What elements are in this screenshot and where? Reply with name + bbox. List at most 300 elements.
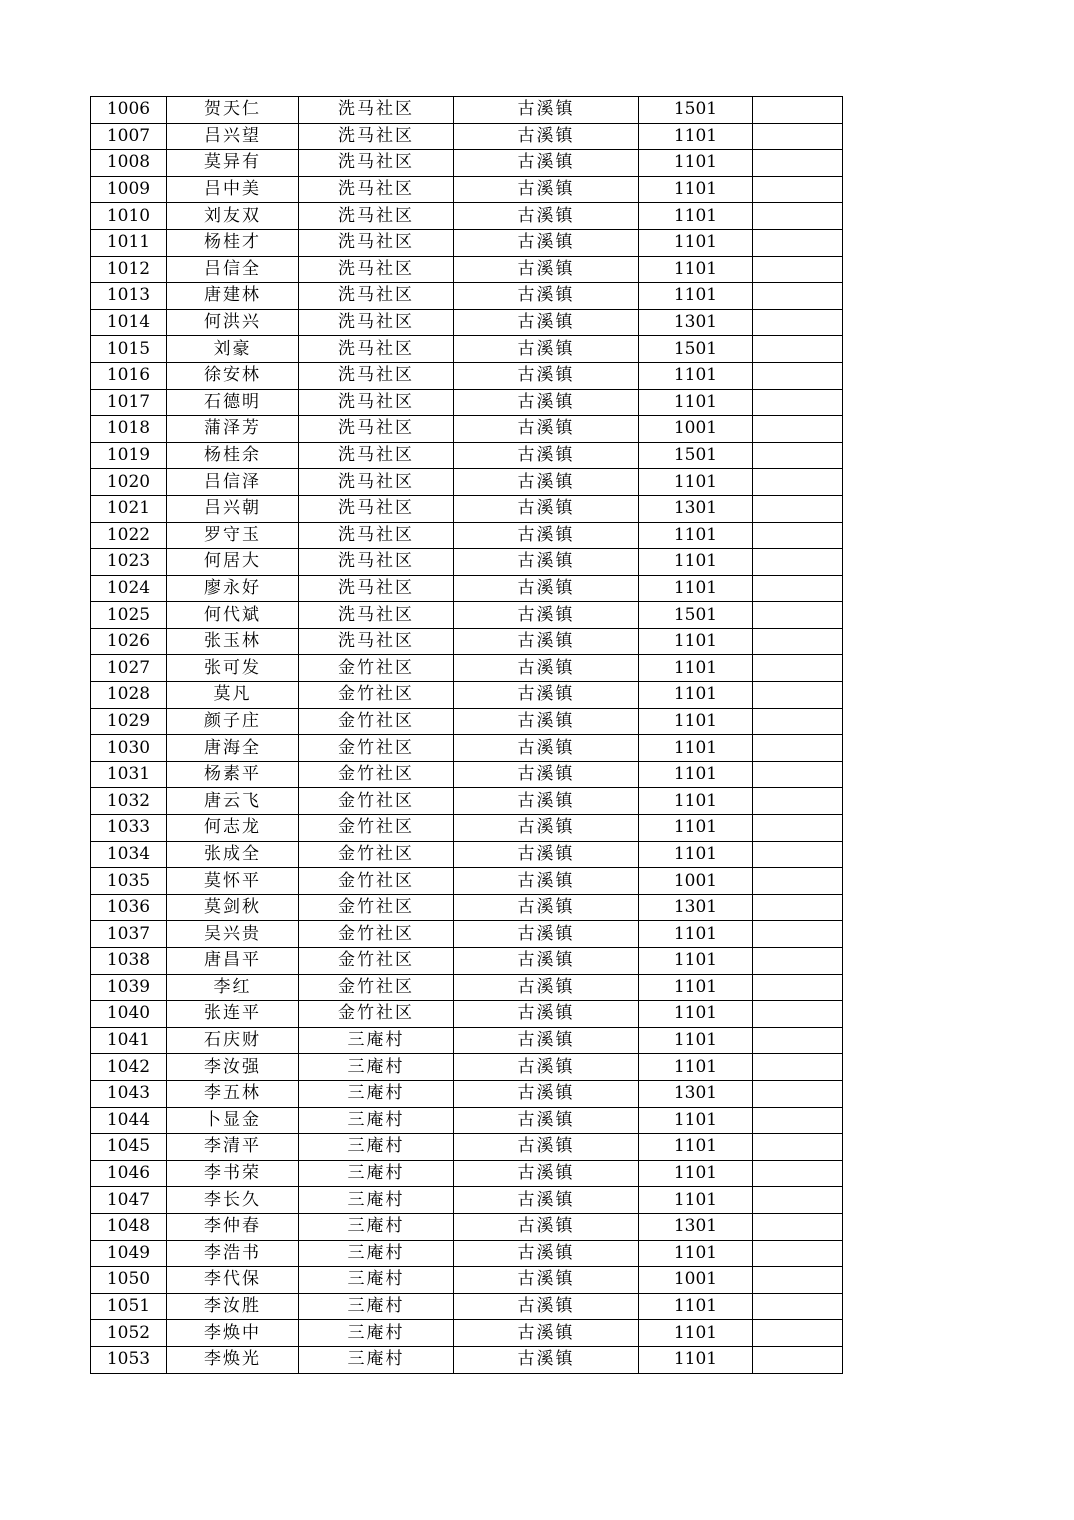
remark-cell: [753, 921, 843, 948]
code-cell: 1101: [639, 815, 753, 842]
name-cell: 李书荣: [167, 1160, 299, 1187]
table-row: [91, 948, 843, 975]
remark-cell: [753, 469, 843, 496]
table-row: [91, 1240, 843, 1267]
community-cell: 洗马社区: [299, 336, 454, 363]
row-number-cell: 1024: [91, 575, 167, 602]
remark-cell: [753, 575, 843, 602]
name-cell: 何居大: [167, 549, 299, 576]
town-cell: 古溪镇: [454, 628, 639, 655]
table-row: [91, 150, 843, 177]
name-cell: 何志龙: [167, 815, 299, 842]
table-row: [91, 894, 843, 921]
code-cell: 1101: [639, 1027, 753, 1054]
remark-cell: [753, 336, 843, 363]
table-row: [91, 549, 843, 576]
community-cell: 洗马社区: [299, 176, 454, 203]
community-cell: 洗马社区: [299, 256, 454, 283]
community-cell: 洗马社区: [299, 150, 454, 177]
community-cell: 金竹社区: [299, 682, 454, 709]
code-cell: 1101: [639, 682, 753, 709]
row-number-cell: 1017: [91, 389, 167, 416]
code-cell: 1101: [639, 549, 753, 576]
table-row: [91, 655, 843, 682]
town-cell: 古溪镇: [454, 735, 639, 762]
name-cell: 吴兴贵: [167, 921, 299, 948]
row-number-cell: 1023: [91, 549, 167, 576]
name-cell: 吕中美: [167, 176, 299, 203]
code-cell: 1101: [639, 655, 753, 682]
row-number-cell: 1046: [91, 1160, 167, 1187]
row-number-cell: 1008: [91, 150, 167, 177]
community-cell: 洗马社区: [299, 628, 454, 655]
name-cell: 吕信全: [167, 256, 299, 283]
remark-cell: [753, 735, 843, 762]
name-cell: 李长久: [167, 1187, 299, 1214]
row-number-cell: 1049: [91, 1240, 167, 1267]
name-cell: 李汝强: [167, 1054, 299, 1081]
table-row: [91, 602, 843, 629]
community-cell: 洗马社区: [299, 203, 454, 230]
code-cell: 1101: [639, 1160, 753, 1187]
name-cell: 罗守玉: [167, 522, 299, 549]
remark-cell: [753, 974, 843, 1001]
row-number-cell: 1016: [91, 362, 167, 389]
row-number-cell: 1026: [91, 628, 167, 655]
row-number-cell: 1052: [91, 1320, 167, 1347]
code-cell: 1101: [639, 628, 753, 655]
town-cell: 古溪镇: [454, 1080, 639, 1107]
row-number-cell: 1014: [91, 309, 167, 336]
community-cell: 金竹社区: [299, 655, 454, 682]
remark-cell: [753, 1027, 843, 1054]
community-cell: 洗马社区: [299, 389, 454, 416]
row-number-cell: 1028: [91, 682, 167, 709]
remark-cell: [753, 176, 843, 203]
code-cell: 1101: [639, 229, 753, 256]
town-cell: 古溪镇: [454, 602, 639, 629]
community-cell: 洗马社区: [299, 416, 454, 443]
town-cell: 古溪镇: [454, 203, 639, 230]
table-row: [91, 283, 843, 310]
row-number-cell: 1048: [91, 1213, 167, 1240]
table-row: [91, 229, 843, 256]
community-cell: 三庵村: [299, 1293, 454, 1320]
row-number-cell: 1019: [91, 442, 167, 469]
name-cell: 张玉林: [167, 628, 299, 655]
code-cell: 1501: [639, 336, 753, 363]
row-number-cell: 1041: [91, 1027, 167, 1054]
community-cell: 洗马社区: [299, 97, 454, 124]
town-cell: 古溪镇: [454, 1160, 639, 1187]
table-row: [91, 841, 843, 868]
name-cell: 吕兴望: [167, 123, 299, 150]
code-cell: 1501: [639, 97, 753, 124]
town-cell: 古溪镇: [454, 1001, 639, 1028]
row-number-cell: 1011: [91, 229, 167, 256]
name-cell: 颜子庄: [167, 708, 299, 735]
town-cell: 古溪镇: [454, 974, 639, 1001]
code-cell: 1301: [639, 1080, 753, 1107]
community-cell: 洗马社区: [299, 229, 454, 256]
town-cell: 古溪镇: [454, 1293, 639, 1320]
community-cell: 洗马社区: [299, 123, 454, 150]
code-cell: 1001: [639, 416, 753, 443]
remark-cell: [753, 815, 843, 842]
community-cell: 洗马社区: [299, 442, 454, 469]
code-cell: 1101: [639, 761, 753, 788]
code-cell: 1001: [639, 868, 753, 895]
community-cell: 洗马社区: [299, 575, 454, 602]
remark-cell: [753, 362, 843, 389]
name-cell: 杨桂余: [167, 442, 299, 469]
row-number-cell: 1021: [91, 495, 167, 522]
code-cell: 1301: [639, 309, 753, 336]
row-number-cell: 1012: [91, 256, 167, 283]
remark-cell: [753, 761, 843, 788]
remark-cell: [753, 628, 843, 655]
remark-cell: [753, 655, 843, 682]
community-cell: 洗马社区: [299, 469, 454, 496]
name-cell: 唐昌平: [167, 948, 299, 975]
roster-table: [90, 96, 843, 1374]
community-cell: 金竹社区: [299, 1001, 454, 1028]
town-cell: 古溪镇: [454, 841, 639, 868]
code-cell: 1101: [639, 1346, 753, 1373]
remark-cell: [753, 1134, 843, 1161]
name-cell: 李五林: [167, 1080, 299, 1107]
code-cell: 1301: [639, 1213, 753, 1240]
name-cell: 李仲春: [167, 1213, 299, 1240]
row-number-cell: 1040: [91, 1001, 167, 1028]
name-cell: 张成全: [167, 841, 299, 868]
row-number-cell: 1045: [91, 1134, 167, 1161]
remark-cell: [753, 123, 843, 150]
community-cell: 三庵村: [299, 1187, 454, 1214]
name-cell: 吕信泽: [167, 469, 299, 496]
row-number-cell: 1022: [91, 522, 167, 549]
table-row: [91, 389, 843, 416]
community-cell: 金竹社区: [299, 948, 454, 975]
remark-cell: [753, 283, 843, 310]
table-row: [91, 176, 843, 203]
name-cell: 张可发: [167, 655, 299, 682]
town-cell: 古溪镇: [454, 389, 639, 416]
code-cell: 1101: [639, 735, 753, 762]
name-cell: 杨素平: [167, 761, 299, 788]
community-cell: 三庵村: [299, 1346, 454, 1373]
remark-cell: [753, 1187, 843, 1214]
row-number-cell: 1032: [91, 788, 167, 815]
remark-cell: [753, 1160, 843, 1187]
community-cell: 金竹社区: [299, 974, 454, 1001]
table-row: [91, 735, 843, 762]
code-cell: 1101: [639, 1001, 753, 1028]
code-cell: 1101: [639, 256, 753, 283]
town-cell: 古溪镇: [454, 894, 639, 921]
town-cell: 古溪镇: [454, 1054, 639, 1081]
remark-cell: [753, 442, 843, 469]
remark-cell: [753, 1240, 843, 1267]
community-cell: 三庵村: [299, 1107, 454, 1134]
row-number-cell: 1015: [91, 336, 167, 363]
row-number-cell: 1009: [91, 176, 167, 203]
community-cell: 三庵村: [299, 1134, 454, 1161]
community-cell: 洗马社区: [299, 362, 454, 389]
name-cell: 蒲泽芳: [167, 416, 299, 443]
town-cell: 古溪镇: [454, 176, 639, 203]
town-cell: 古溪镇: [454, 1346, 639, 1373]
table-row: [91, 522, 843, 549]
code-cell: 1101: [639, 1320, 753, 1347]
community-cell: 金竹社区: [299, 788, 454, 815]
row-number-cell: 1025: [91, 602, 167, 629]
table-row: [91, 1293, 843, 1320]
community-cell: 金竹社区: [299, 815, 454, 842]
name-cell: 李焕光: [167, 1346, 299, 1373]
remark-cell: [753, 948, 843, 975]
name-cell: 莫异有: [167, 150, 299, 177]
code-cell: 1001: [639, 1267, 753, 1294]
row-number-cell: 1018: [91, 416, 167, 443]
code-cell: 1101: [639, 708, 753, 735]
community-cell: 洗马社区: [299, 602, 454, 629]
code-cell: 1101: [639, 1107, 753, 1134]
name-cell: 何洪兴: [167, 309, 299, 336]
name-cell: 李汝胜: [167, 1293, 299, 1320]
community-cell: 金竹社区: [299, 735, 454, 762]
community-cell: 金竹社区: [299, 921, 454, 948]
table-row: [91, 761, 843, 788]
table-row: [91, 628, 843, 655]
row-number-cell: 1044: [91, 1107, 167, 1134]
remark-cell: [753, 203, 843, 230]
town-cell: 古溪镇: [454, 1134, 639, 1161]
name-cell: 莫剑秋: [167, 894, 299, 921]
town-cell: 古溪镇: [454, 575, 639, 602]
table-row: [91, 1187, 843, 1214]
community-cell: 三庵村: [299, 1054, 454, 1081]
name-cell: 莫凡: [167, 682, 299, 709]
community-cell: 洗马社区: [299, 309, 454, 336]
remark-cell: [753, 1346, 843, 1373]
name-cell: 李清平: [167, 1134, 299, 1161]
remark-cell: [753, 495, 843, 522]
town-cell: 古溪镇: [454, 1107, 639, 1134]
name-cell: 石德明: [167, 389, 299, 416]
community-cell: 金竹社区: [299, 708, 454, 735]
town-cell: 古溪镇: [454, 1027, 639, 1054]
row-number-cell: 1047: [91, 1187, 167, 1214]
name-cell: 何代斌: [167, 602, 299, 629]
community-cell: 三庵村: [299, 1240, 454, 1267]
code-cell: 1101: [639, 522, 753, 549]
row-number-cell: 1042: [91, 1054, 167, 1081]
table-row: [91, 362, 843, 389]
row-number-cell: 1051: [91, 1293, 167, 1320]
row-number-cell: 1035: [91, 868, 167, 895]
table-row: [91, 416, 843, 443]
table-row: [91, 309, 843, 336]
code-cell: 1101: [639, 841, 753, 868]
table-row: [91, 1213, 843, 1240]
row-number-cell: 1034: [91, 841, 167, 868]
town-cell: 古溪镇: [454, 815, 639, 842]
community-cell: 金竹社区: [299, 761, 454, 788]
table-row: [91, 1001, 843, 1028]
remark-cell: [753, 1267, 843, 1294]
row-number-cell: 1020: [91, 469, 167, 496]
table-row: [91, 203, 843, 230]
remark-cell: [753, 868, 843, 895]
row-number-cell: 1033: [91, 815, 167, 842]
code-cell: 1101: [639, 150, 753, 177]
row-number-cell: 1027: [91, 655, 167, 682]
name-cell: 杨桂才: [167, 229, 299, 256]
town-cell: 古溪镇: [454, 150, 639, 177]
name-cell: 刘友双: [167, 203, 299, 230]
name-cell: 唐海全: [167, 735, 299, 762]
community-cell: 洗马社区: [299, 522, 454, 549]
table-row: [91, 469, 843, 496]
row-number-cell: 1007: [91, 123, 167, 150]
code-cell: 1101: [639, 203, 753, 230]
town-cell: 古溪镇: [454, 416, 639, 443]
town-cell: 古溪镇: [454, 469, 639, 496]
table-row: [91, 974, 843, 1001]
community-cell: 三庵村: [299, 1160, 454, 1187]
remark-cell: [753, 1320, 843, 1347]
table-row: [91, 1346, 843, 1373]
name-cell: 李代保: [167, 1267, 299, 1294]
table-row: [91, 682, 843, 709]
code-cell: 1101: [639, 974, 753, 1001]
row-number-cell: 1053: [91, 1346, 167, 1373]
town-cell: 古溪镇: [454, 362, 639, 389]
community-cell: 金竹社区: [299, 894, 454, 921]
code-cell: 1501: [639, 602, 753, 629]
town-cell: 古溪镇: [454, 1213, 639, 1240]
roster-table-body: [91, 97, 843, 1374]
table-row: [91, 868, 843, 895]
remark-cell: [753, 1054, 843, 1081]
table-row: [91, 921, 843, 948]
remark-cell: [753, 1080, 843, 1107]
community-cell: 金竹社区: [299, 868, 454, 895]
table-row: [91, 1080, 843, 1107]
town-cell: 古溪镇: [454, 1240, 639, 1267]
name-cell: 李焕中: [167, 1320, 299, 1347]
name-cell: 唐建林: [167, 283, 299, 310]
name-cell: 李红: [167, 974, 299, 1001]
code-cell: 1101: [639, 575, 753, 602]
name-cell: 张连平: [167, 1001, 299, 1028]
code-cell: 1301: [639, 495, 753, 522]
row-number-cell: 1010: [91, 203, 167, 230]
row-number-cell: 1006: [91, 97, 167, 124]
town-cell: 古溪镇: [454, 97, 639, 124]
code-cell: 1101: [639, 1240, 753, 1267]
code-cell: 1101: [639, 948, 753, 975]
table-row: [91, 1320, 843, 1347]
code-cell: 1301: [639, 894, 753, 921]
code-cell: 1101: [639, 921, 753, 948]
code-cell: 1501: [639, 442, 753, 469]
table-row: [91, 1054, 843, 1081]
town-cell: 古溪镇: [454, 442, 639, 469]
table-row: [91, 123, 843, 150]
row-number-cell: 1050: [91, 1267, 167, 1294]
row-number-cell: 1029: [91, 708, 167, 735]
town-cell: 古溪镇: [454, 1320, 639, 1347]
table-row: [91, 97, 843, 124]
town-cell: 古溪镇: [454, 123, 639, 150]
remark-cell: [753, 788, 843, 815]
table-row: [91, 1027, 843, 1054]
town-cell: 古溪镇: [454, 495, 639, 522]
code-cell: 1101: [639, 469, 753, 496]
row-number-cell: 1013: [91, 283, 167, 310]
remark-cell: [753, 1107, 843, 1134]
table-row: [91, 815, 843, 842]
town-cell: 古溪镇: [454, 336, 639, 363]
remark-cell: [753, 841, 843, 868]
remark-cell: [753, 708, 843, 735]
community-cell: 洗马社区: [299, 495, 454, 522]
town-cell: 古溪镇: [454, 948, 639, 975]
remark-cell: [753, 549, 843, 576]
community-cell: 洗马社区: [299, 549, 454, 576]
name-cell: 徐安林: [167, 362, 299, 389]
remark-cell: [753, 416, 843, 443]
row-number-cell: 1031: [91, 761, 167, 788]
table-row: [91, 788, 843, 815]
table-row: [91, 575, 843, 602]
table-row: [91, 708, 843, 735]
code-cell: 1101: [639, 176, 753, 203]
row-number-cell: 1039: [91, 974, 167, 1001]
town-cell: 古溪镇: [454, 761, 639, 788]
table-row: [91, 1134, 843, 1161]
community-cell: 三庵村: [299, 1213, 454, 1240]
remark-cell: [753, 682, 843, 709]
table-row: [91, 1107, 843, 1134]
row-number-cell: 1030: [91, 735, 167, 762]
remark-cell: [753, 1213, 843, 1240]
name-cell: 莫怀平: [167, 868, 299, 895]
row-number-cell: 1043: [91, 1080, 167, 1107]
code-cell: 1101: [639, 1054, 753, 1081]
row-number-cell: 1036: [91, 894, 167, 921]
code-cell: 1101: [639, 389, 753, 416]
town-cell: 古溪镇: [454, 229, 639, 256]
code-cell: 1101: [639, 123, 753, 150]
code-cell: 1101: [639, 1187, 753, 1214]
remark-cell: [753, 229, 843, 256]
remark-cell: [753, 602, 843, 629]
town-cell: 古溪镇: [454, 1187, 639, 1214]
name-cell: 廖永好: [167, 575, 299, 602]
name-cell: 唐云飞: [167, 788, 299, 815]
name-cell: 吕兴朝: [167, 495, 299, 522]
name-cell: 李浩书: [167, 1240, 299, 1267]
community-cell: 三庵村: [299, 1080, 454, 1107]
remark-cell: [753, 1293, 843, 1320]
code-cell: 1101: [639, 1293, 753, 1320]
name-cell: 贺天仁: [167, 97, 299, 124]
remark-cell: [753, 150, 843, 177]
name-cell: 卜显金: [167, 1107, 299, 1134]
